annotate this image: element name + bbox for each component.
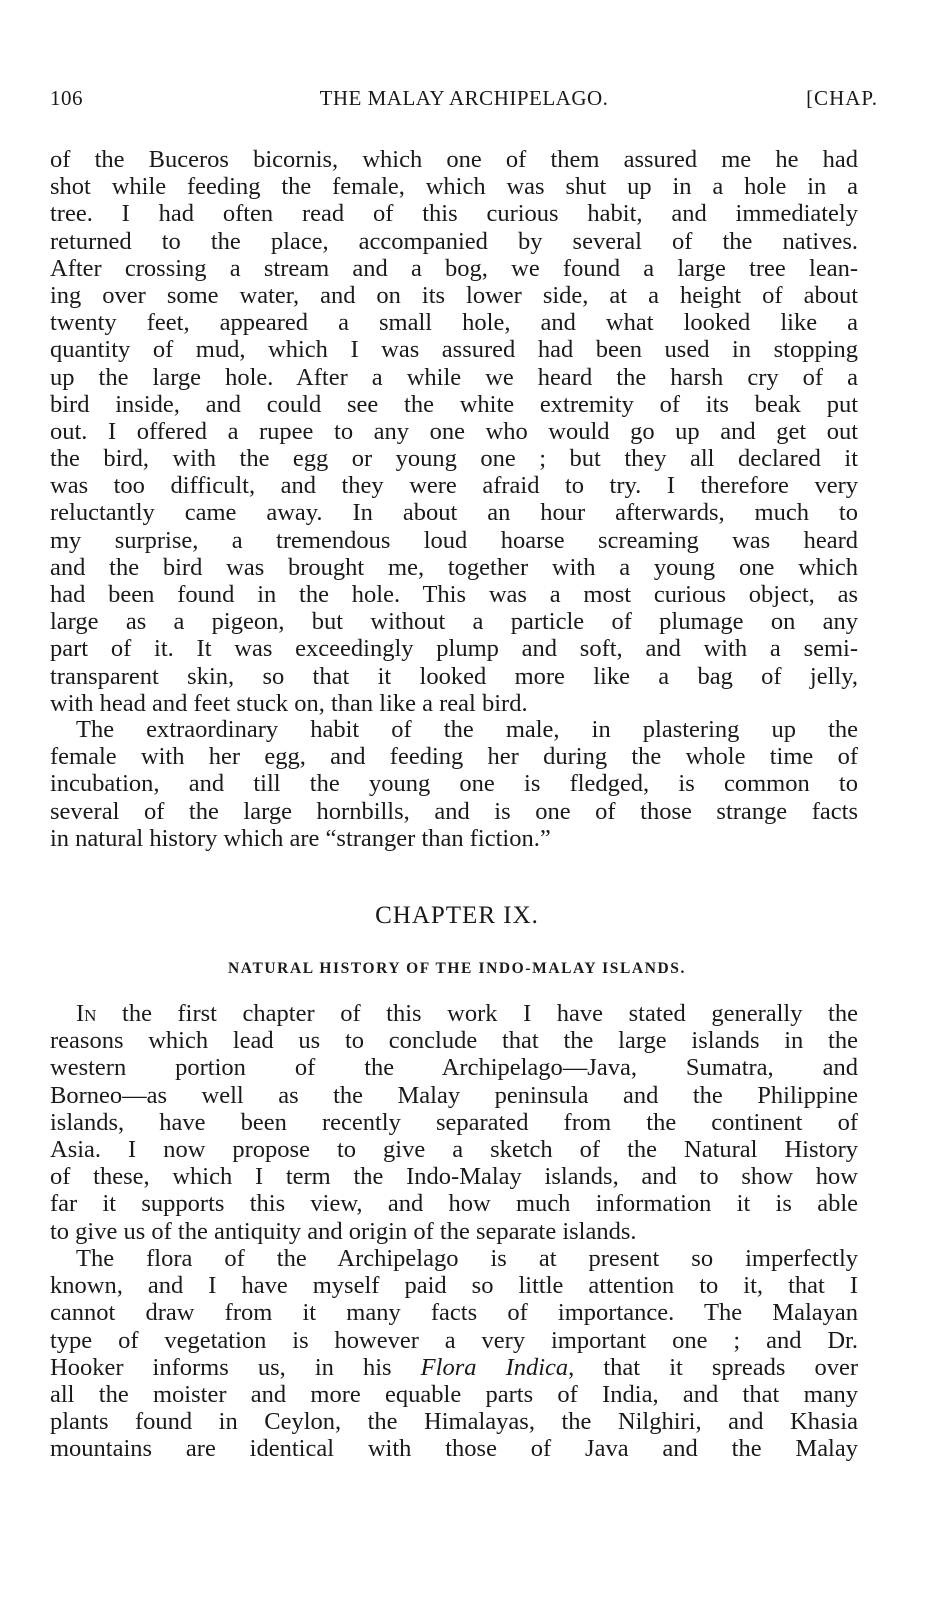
text-line: with head and feet stuck on, than like a real bird.: [50, 689, 528, 717]
chapter-marker: [CHAP.: [806, 86, 878, 110]
text-line: up the large hole. After a while we heard the harsh cry of a: [50, 363, 858, 391]
text-line: was too difficult, and they were afraid to try. I therefore very: [50, 472, 858, 500]
first-line-text: the first chapter of this work I have stated generally the: [96, 1000, 858, 1027]
text-line: Borneo—as well as the Malay peninsula and the Philippine: [50, 1081, 858, 1109]
text-line: The extraordinary habit of the male, in plastering up the: [76, 716, 858, 743]
text-line: type of vegetation is however a very important one ; and Dr.: [50, 1326, 858, 1354]
text-line: had been found in the hole. This was a most curious object, as: [50, 581, 858, 608]
text-line: reasons which lead us to conclude that the large islands in the: [50, 1027, 858, 1055]
text-line: known, and I have myself paid so little attention to it, that I: [50, 1272, 858, 1300]
text-line: to give us of the antiquity and origin of the separate islands.: [50, 1217, 637, 1245]
text-line: several of the large hornbills, and is one of those strange facts: [50, 797, 858, 825]
text-line: ing over some water, and on its lower side, at a height of about: [50, 281, 858, 309]
text-line: far it supports this view, and how much information it is able: [50, 1190, 858, 1218]
text-fragment: Hooker informs us, in his: [50, 1353, 421, 1381]
text-line: all the moister and more equable parts of India, and that many: [50, 1380, 858, 1408]
text-line: my surprise, a tremendous loud hoarse screaming was heard: [50, 526, 858, 554]
opening-word: In: [76, 1000, 97, 1027]
text-line: Asia. I now propose to give a sketch of the Natural History: [50, 1135, 858, 1163]
text-line: [50, 1000, 858, 1027]
text-line: large as a pigeon, but without a particle of plumage on any: [50, 608, 858, 636]
text-line: part of it. It was exceedingly plump and soft, and with a semi-: [50, 635, 858, 663]
text-line: bird inside, and could see the white extremity of its beak put: [50, 390, 858, 418]
text-line: of the Buceros bicornis, which one of them assured me he had: [50, 146, 858, 173]
paragraph-hornbill-nest: [50, 146, 858, 717]
text-line: quantity of mud, which I was assured had been used in stopping: [50, 336, 858, 364]
text-line: incubation, and till the young one is fledged, is common to: [50, 770, 858, 798]
text-line: in natural history which are “stranger than fiction.”: [50, 824, 551, 852]
text-line: The flora of the Archipelago is at present so imperfectly: [76, 1245, 858, 1272]
text-line: and the bird was brought me, together with a young one which: [50, 553, 858, 581]
running-header: [50, 86, 878, 116]
page-number: 106: [50, 86, 83, 110]
text-line: After crossing a stream and a bog, we found a large tree lean-: [50, 254, 858, 282]
text-line: cannot draw from it many facts of importance. The Malayan: [50, 1299, 858, 1327]
text-line: reluctantly came away. In about an hour afterwards, much to: [50, 499, 858, 527]
text-line: the bird, with the egg or young one ; but they all declared it: [50, 445, 858, 473]
chapter-title: NATURAL HISTORY OF THE INDO-MALAY ISLANDS.: [228, 960, 686, 977]
paragraph-hornbill-habit: [50, 716, 858, 852]
running-title: THE MALAY ARCHIPELAGO.: [319, 86, 609, 110]
text-line: mountains are identical with those of Java and the Malay: [50, 1435, 858, 1463]
book-title-flora-indica: Flora Indica: [420, 1353, 569, 1381]
text-line: female with her egg, and feeding her during the whole time of: [50, 743, 858, 771]
text-line: out. I offered a rupee to any one who would go up and get out: [50, 417, 858, 445]
text-fragment: , that it spreads over: [568, 1353, 858, 1381]
paragraph-chapter-intro: [50, 1000, 858, 1245]
text-line: shot while feeding the female, which was shut up in a hole in a: [50, 173, 858, 201]
text-line: twenty feet, appeared a small hole, and what looked like a: [50, 309, 858, 337]
text-line: [50, 1354, 858, 1381]
text-line: plants found in Ceylon, the Himalayas, the Nilghiri, and Khasia: [50, 1408, 858, 1436]
text-line: islands, have been recently separated from the continent of: [50, 1108, 858, 1136]
text-line: of these, which I term the Indo-Malay islands, and to show how: [50, 1163, 858, 1191]
text-line: transparent skin, so that it looked more like a bag of jelly,: [50, 662, 858, 690]
text-line: tree. I had often read of this curious habit, and immediately: [50, 200, 858, 228]
paragraph-flora: [50, 1245, 858, 1463]
text-line: western portion of the Archipelago—Java, Sumatra, and: [50, 1054, 858, 1082]
chapter-number: CHAPTER IX.: [375, 902, 539, 929]
text-line: returned to the place, accompanied by several of the natives.: [50, 227, 858, 255]
